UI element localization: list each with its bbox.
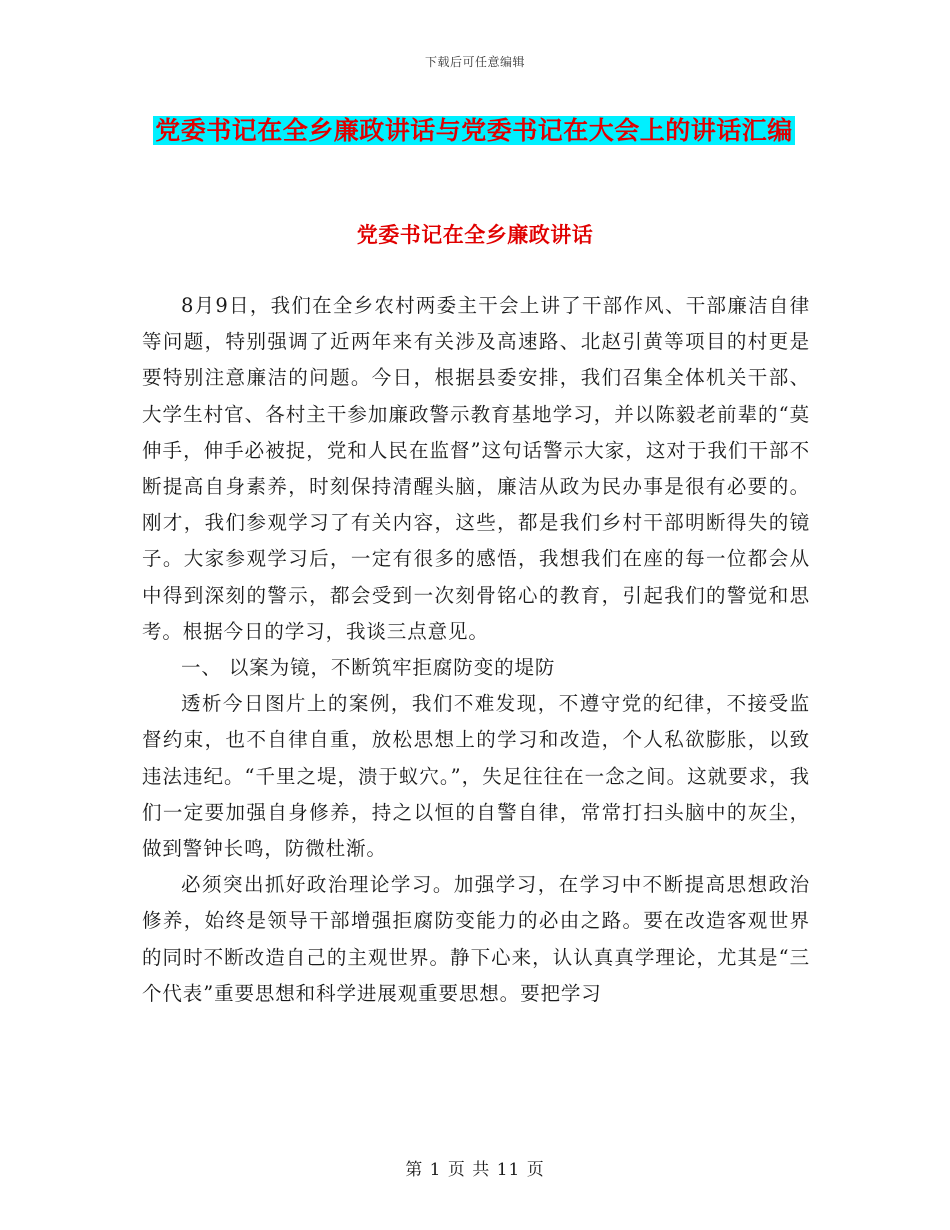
section-title: 党委书记在全乡廉政讲话	[356, 223, 594, 247]
document-body	[142, 288, 810, 1012]
paragraph: 8月9日，我们在全乡农村两委主干会上讲了干部作风、干部廉洁自律等问题，特别强调了近两年来有关涉及高速路、北赵引黄等项目的村更是要特别注意廉洁的问题。今日，根据县委安排，我们召集全体机关干部、大学生村官、各村主干参加廉政警示教育基地学习，并以陈毅老前辈的“莫伸手，伸手必被捉，党和人民在监督”这句话警示大家，这对于我们干部不断提高自身素养，时刻保持清醒头脑，廉洁从政为民办事是很有必要的。刚才，我们参观学习了有关内容，这些，都是我们乡村干部明断得失的镜子。大家参观学习后，一定有很多的感悟，我想我们在座的每一位都会从中得到深刻的警示，都会受到一次刻骨铭心的教育，引起我们的警觉和思考。根据今日的学习，我谈三点意见。	[142, 294, 810, 643]
header-note: 下载后可任意编辑	[424, 55, 525, 69]
paragraph: 透析今日图片上的案例，我们不难发现，不遵守党的纪律，不接受监督约束，也不自律自重，放松思想上的学习和改造，个人私欲膨胀，以致违法违纪。“千里之堤，溃于蚁穴。”，失足往往在一念之间。这就要求，我们一定要加强自身修养，持之以恒的自警自律，常常打扫头脑中的灰尘，做到警钟长鸣，防微杜渐。	[142, 692, 810, 861]
page-indicator: 第 1 页 共 11 页	[405, 1160, 545, 1180]
paragraph: 必须突出抓好政治理论学习。加强学习，在学习中不断提高思想政治修养，始终是领导干部增强拒腐防变能力的必由之路。要在改造客观世界的同时不断改造自己的主观世界。静下心来，认认真真学理论，尤其是“三个代表”重要思想和科学进展观重要思想。要把学习	[142, 873, 810, 1005]
main-title-block	[140, 108, 808, 154]
main-title: 党委书记在全乡廉政讲话与党委书记在大会上的讲话汇编	[155, 116, 793, 145]
paragraph-heading: 一、 以案为镜，不断筑牢拒腐防变的堤防	[181, 656, 556, 680]
